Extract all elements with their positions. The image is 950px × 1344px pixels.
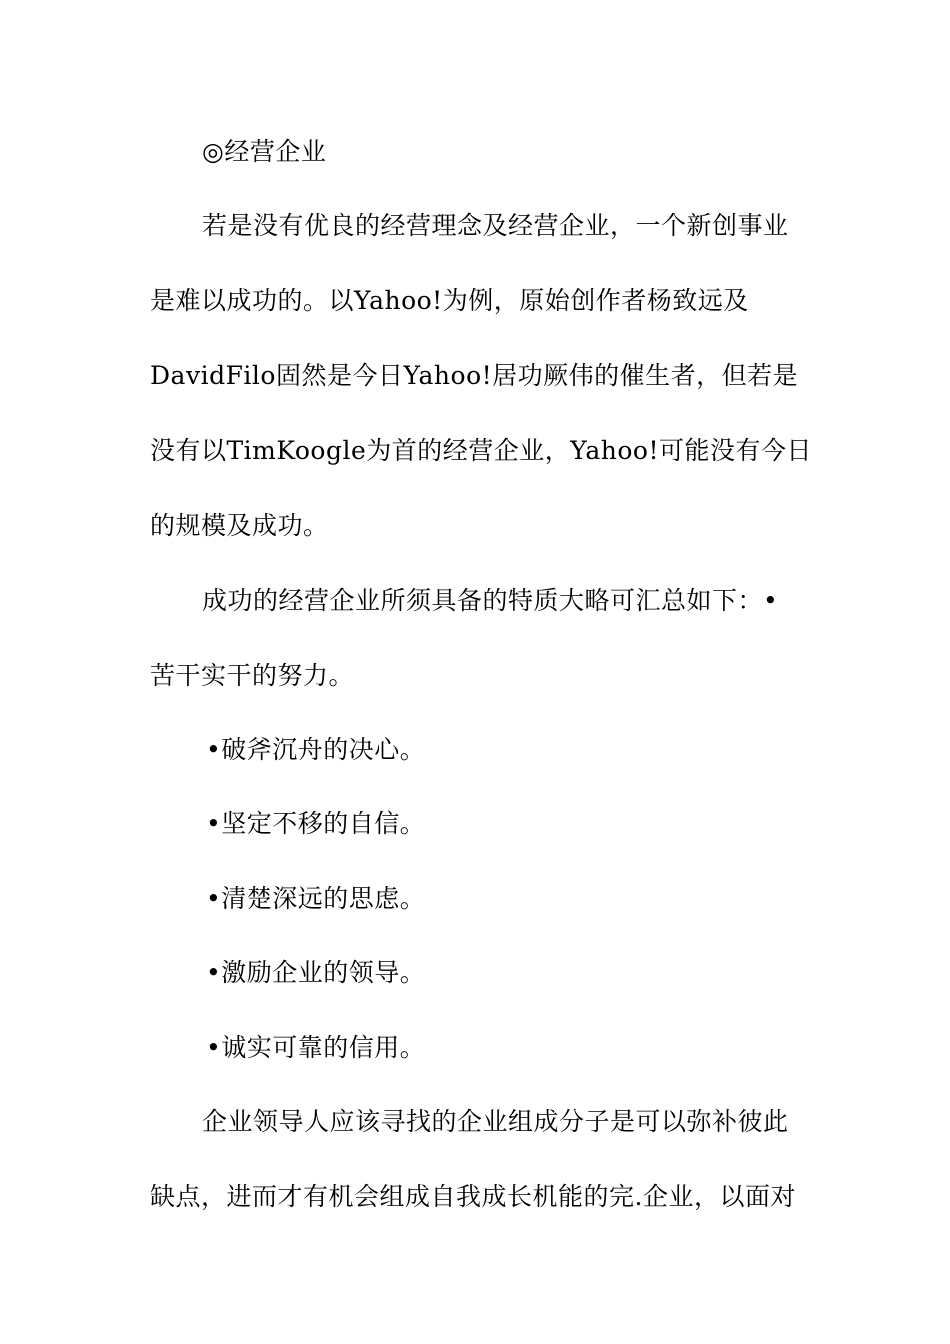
list-item: •清楚深远的思虑。: [206, 884, 426, 913]
paragraph-line: 缺点，进而才有机会组成自我成长机能的完.企业，以面对: [150, 1182, 796, 1211]
paragraph-line: 若是没有优良的经营理念及经营企业，一个新创事业: [202, 211, 789, 240]
list-item: •坚定不移的自信。: [206, 809, 426, 838]
paragraph-line: 苦干实干的努力。: [150, 661, 355, 690]
list-item: •破斧沉舟的决心。: [206, 735, 426, 764]
paragraph-line: 的规模及成功。: [150, 511, 329, 540]
list-item: •激励企业的领导。: [206, 958, 426, 987]
list-item: •诚实可靠的信用。: [206, 1033, 426, 1062]
paragraph-line: 没有以TimKoogle为首的经营企业，Yahoo!可能没有今日: [150, 436, 812, 465]
paragraph-line: 是难以成功的。以Yahoo!为例，原始创作者杨致远及: [150, 286, 749, 315]
paragraph-line: 企业领导人应该寻找的企业组成分子是可以弥补彼此: [202, 1107, 789, 1136]
section-heading: ◎经营企业: [202, 137, 327, 166]
paragraph-line: 成功的经营企业所须具备的特质大略可汇总如下：•: [202, 586, 779, 615]
paragraph-line: DavidFilo固然是今日Yahoo!居功厥伟的催生者，但若是: [150, 361, 799, 390]
